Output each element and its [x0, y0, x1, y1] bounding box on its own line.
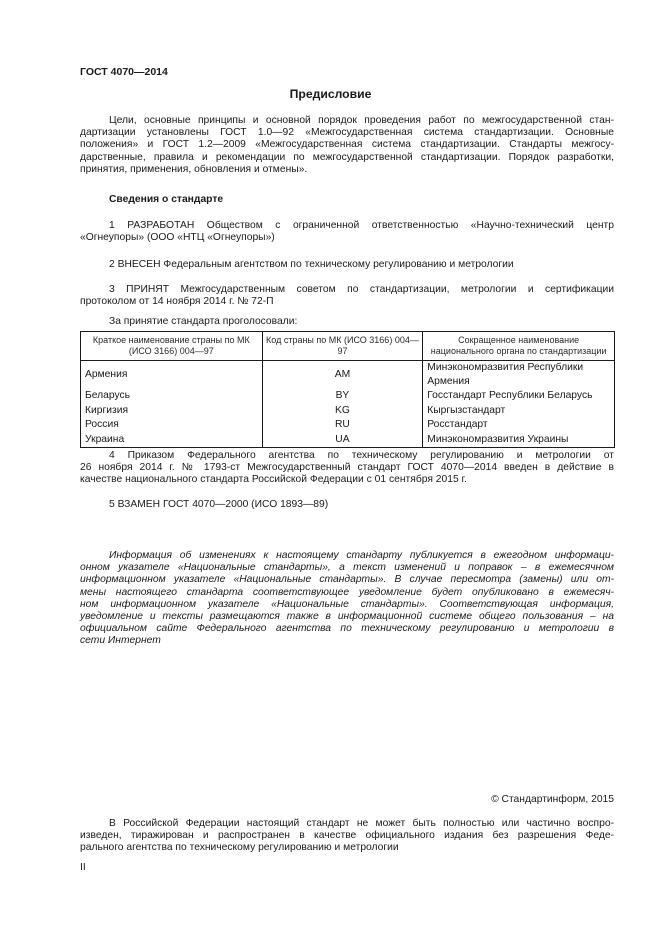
column-header-agency: Сокращенное наименование национального органа по стандартизации	[423, 332, 615, 361]
item-3-line: протоколом от 14 ноября 2014 г. № 72-П	[80, 296, 274, 308]
rights-line: В Российской Федерации настоящий стандарт не может быть полностью или частично воспро-	[109, 818, 614, 829]
intro-line: Цели, основные принципы и основной порядок проведения работ по межгосударственной стан-	[109, 115, 614, 126]
table-row	[81, 404, 615, 419]
code-cell: KG	[262, 404, 423, 419]
intro-line: принятия, применения, обновления и отмены».	[80, 163, 308, 175]
code-cell: UA	[262, 433, 423, 448]
notice-line: Информация об изменениях к настоящему стандарту публикуется в ежегодном информаци-	[109, 550, 614, 561]
intro-paragraph	[80, 115, 614, 176]
agency-cell: Кыргызстандарт	[423, 404, 615, 419]
country-cell: Россия	[81, 418, 263, 433]
notice-line: информационном указателе «Национальные стандарты». В случае пересмотра (замены) или от-	[80, 574, 614, 586]
item-1-line: «Огнеупоры» (ООО «НТЦ «Огнеупоры»)	[80, 232, 275, 244]
code-cell: AM	[262, 361, 423, 390]
country-cell: Беларусь	[81, 389, 263, 404]
page-number: II	[80, 862, 86, 873]
intro-line: дартизации установлены ГОСТ 1.0—92 «Межгосударственная система стандартизации. Основные	[80, 127, 614, 139]
section-heading: Сведения о стандарте	[109, 194, 224, 205]
item-4-line: 4 Приказом Федерального агентства по техническому регулированию и метрологии от	[109, 450, 614, 461]
country-cell: Киргизия	[81, 404, 263, 419]
intro-line: положения» и ГОСТ 1.2—2009 «Межгосударственная система стандартизации. Стандарты межгосу-	[80, 139, 614, 151]
voting-table	[80, 331, 615, 448]
rights-paragraph	[80, 818, 614, 855]
document-header: ГОСТ 4070—2014	[80, 66, 168, 78]
notice-line: официальном сайте Федерального агентства по техническому регулированию и метрологии в	[80, 623, 614, 635]
agency-cell: Минэкономразвития Украины	[423, 433, 615, 448]
vote-intro: За принятие стандарта проголосовали:	[109, 316, 298, 327]
intro-line: дарственные, правила и рекомендации по межгосударственной стандартизации. Порядок разработки,	[80, 151, 614, 163]
notice-line: мены настоящего стандарта соответствующее уведомление будет опубликовано в ежемесяч-	[80, 586, 614, 598]
item-2: 2 ВНЕСЕН Федеральным агентством по техническому регулированию и метрологии	[109, 259, 514, 270]
table-row	[81, 433, 615, 448]
notice-line: онном указателе «Национальные стандарты», а текст изменений и поправок – в ежемесячном	[80, 562, 614, 574]
column-header-country: Краткое наименование страны по МК (ИСО 3166) 004—97	[81, 332, 263, 361]
item-3	[80, 284, 614, 308]
country-cell: Армения	[81, 361, 263, 390]
country-cell: Украина	[81, 433, 263, 448]
notice-paragraph	[80, 550, 614, 648]
agency-cell: Росстандарт	[423, 418, 615, 433]
item-5: 5 ВЗАМЕН ГОСТ 4070—2000 (ИСО 1893—89)	[109, 499, 329, 510]
code-cell: BY	[262, 389, 423, 404]
code-cell: RU	[262, 418, 423, 433]
agency-cell: Минэкономразвития Республики Армения	[423, 361, 615, 390]
item-3-line: 3 ПРИНЯТ Межгосударственным советом по стандартизации, метрологии и сертификации	[109, 284, 614, 295]
notice-line: уведомление и тексты размещаются также в информационной системе общего пользования – на	[80, 611, 614, 623]
page-title: Предисловие	[289, 87, 372, 101]
table-row	[81, 389, 615, 404]
item-4	[80, 450, 614, 487]
table-header-row	[81, 332, 615, 361]
table-row	[81, 418, 615, 433]
item-4-line: 26 ноября 2014 г. № 1793-ст Межгосударственный стандарт ГОСТ 4070—2014 введен в действие в	[80, 462, 614, 474]
notice-line: ном информационном указателе «Национальные стандарты». Соответствующая информация,	[80, 598, 614, 610]
notice-line: сети Интернет	[80, 635, 161, 647]
rights-line: изведен, тиражирован и распространен в качестве официального издания без разрешения Феде-	[80, 830, 614, 842]
copyright-notice: © Стандартинформ, 2015	[491, 794, 614, 805]
table-row	[81, 361, 615, 390]
column-header-code: Код страны по МК (ИСО 3166) 004—97	[262, 332, 423, 361]
item-4-line: качестве национального стандарта Российской Федерации с 01 сентября 2015 г.	[80, 474, 467, 486]
agency-cell: Госстандарт Республики Беларусь	[423, 389, 615, 404]
item-1-line: 1 РАЗРАБОТАН Обществом с ограниченной ответственностью «Научно-технический центр	[109, 220, 614, 231]
item-1	[80, 220, 614, 244]
rights-line: рального агентства по техническому регулированию и метрологии	[80, 842, 399, 854]
